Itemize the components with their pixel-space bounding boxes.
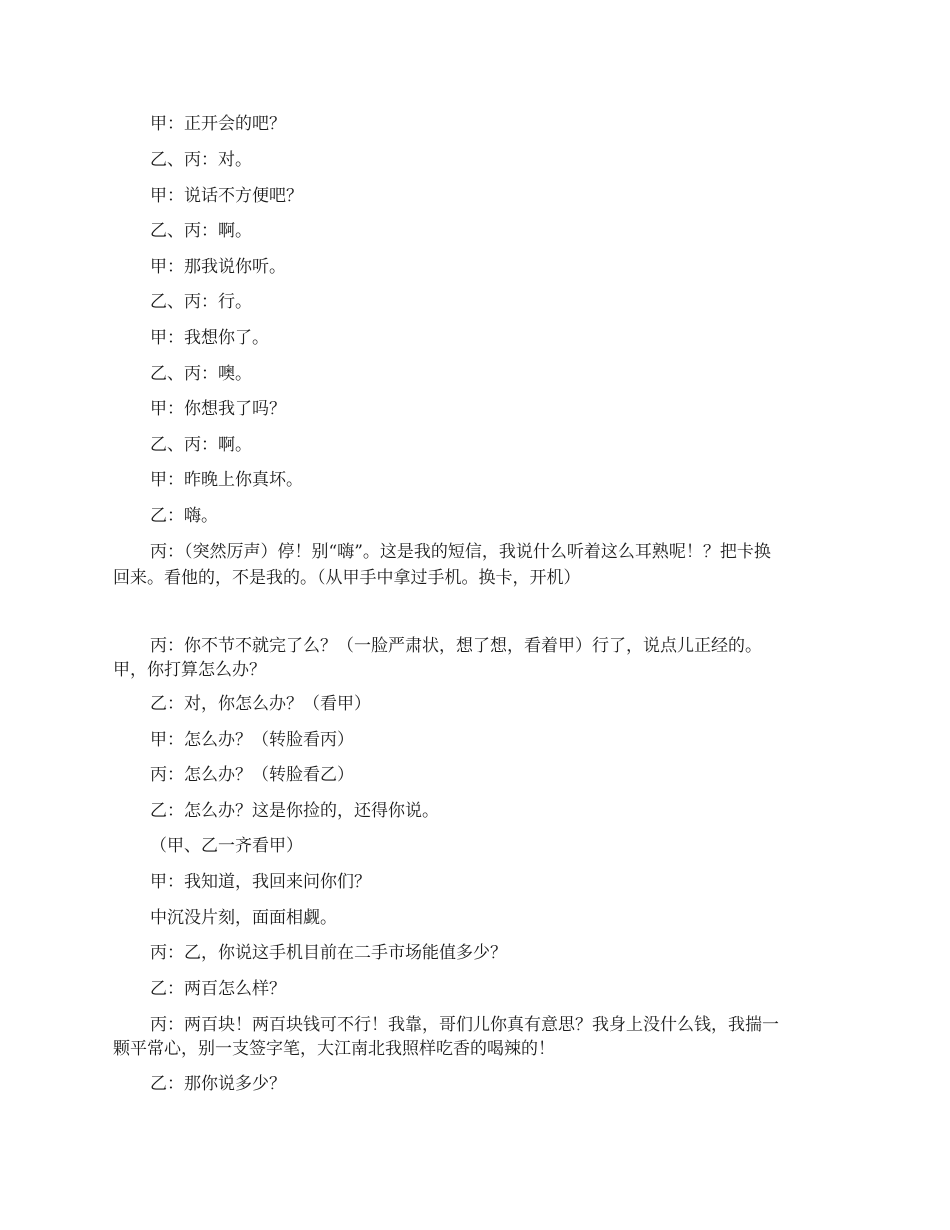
dialogue-line: 乙、丙：对。 xyxy=(150,150,252,170)
dialogue-line-continuation: 颗平常心，别一支签字笔，大江南北我照样吃香的喝辣的！ xyxy=(113,1039,555,1059)
dialogue-line: 丙：（突然厉声）停！别“嗨”。这是我的短信，我说什么听着这么耳熟呢！？把卡换 xyxy=(150,542,771,562)
dialogue-line: 乙：怎么办？这是你捡的，还得你说。 xyxy=(150,801,439,821)
dialogue-line: 乙、丙：啊。 xyxy=(150,435,252,455)
dialogue-line: 甲：说话不方便吧？ xyxy=(150,186,303,206)
dialogue-line: 甲：你想我了吗？ xyxy=(150,399,286,419)
dialogue-line: 乙：两百怎么样？ xyxy=(150,979,286,999)
dialogue-line: 丙：怎么办？（转脸看乙） xyxy=(150,765,354,785)
dialogue-line-continuation: 甲，你打算怎么办？ xyxy=(113,660,266,680)
dialogue-line: 甲：那我说你听。 xyxy=(150,257,286,277)
dialogue-line-continuation: 回来。看他的，不是我的。（从甲手中拿过手机。换卡，开机） xyxy=(113,568,581,588)
stage-direction: （甲、乙一齐看甲） xyxy=(150,836,303,856)
dialogue-line: 乙：对，你怎么办？（看甲） xyxy=(150,694,371,714)
dialogue-line: 乙、丙：啊。 xyxy=(150,221,252,241)
dialogue-line: 甲：昨晚上你真坏。 xyxy=(150,470,303,490)
dialogue-line: 乙、丙：噢。 xyxy=(150,364,252,384)
dialogue-line: 甲：我想你了。 xyxy=(150,328,269,348)
dialogue-line: 丙：两百块！两百块钱可不行！我靠，哥们儿你真有意思？我身上没什么钱，我揣一 xyxy=(150,1015,779,1035)
dialogue-line: 乙、丙：行。 xyxy=(150,292,252,312)
stage-direction: 中沉没片刻，面面相觑。 xyxy=(150,908,337,928)
dialogue-line: 乙：那你说多少？ xyxy=(150,1074,286,1094)
dialogue-line: 丙：你不节不就完了么？（一脸严肃状，想了想，看着甲）行了，说点儿正经的。 xyxy=(150,636,762,656)
dialogue-line: 乙：嗨。 xyxy=(150,506,218,526)
dialogue-line: 甲：正开会的吧？ xyxy=(150,114,286,134)
dialogue-line: 丙：乙，你说这手机目前在二手市场能值多少？ xyxy=(150,943,507,963)
dialogue-line: 甲：怎么办？（转脸看丙） xyxy=(150,730,354,750)
dialogue-line: 甲：我知道，我回来问你们？ xyxy=(150,872,371,892)
